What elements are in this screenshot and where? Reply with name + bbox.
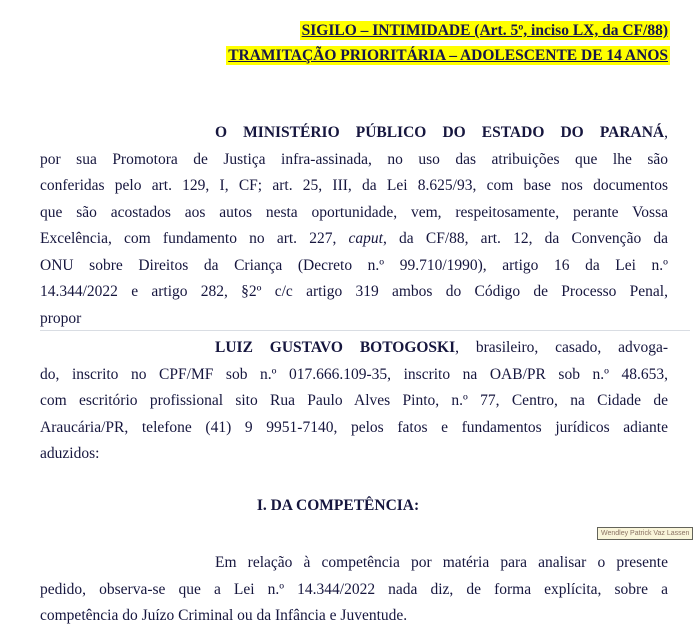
section-heading-competencia: I. DA COMPETÊNCIA:	[256, 497, 420, 514]
text-line	[40, 120, 668, 147]
text-run: por sua Promotora de Justiça infra-assinada, no uso das atribuições que lhe são	[40, 150, 668, 168]
text-line	[40, 441, 668, 468]
text-line	[40, 388, 668, 415]
text-run: com escritório profissional sito Rua Paulo Alves Pinto, n.º 77, Centro, na Cidade de	[40, 392, 668, 409]
text-run: caput	[348, 230, 383, 247]
paragraph-competencia	[40, 550, 668, 626]
text-run: aduzidos:	[40, 445, 100, 462]
text-line	[40, 550, 668, 577]
text-run: conferidas pelo art. 129, I, CF; art. 25, III, da Lei 8.625/93, com base nos documentos	[40, 177, 668, 194]
banner-row	[226, 21, 670, 40]
text-run: Excelência, com fundamento no art. 227,	[40, 230, 349, 247]
text-run: , brasileiro, casado, advoga-	[455, 339, 668, 356]
text-line	[40, 415, 668, 442]
annotation-author-tag[interactable]: Wendley Patrick Vaz Lassen	[597, 527, 693, 540]
text-run: ,	[664, 124, 668, 141]
paragraph-preamble	[40, 120, 668, 332]
text-run: ONU sobre Direitos da Criança (Decreto n.º 99.710/1990), artigo 16 da Lei n.º	[40, 256, 668, 274]
text-run: que são acostados aos autos nesta oportunidade, vem, respeitosamente, perante Vossa	[40, 203, 668, 221]
paragraph-qualification	[40, 335, 668, 468]
separator-line	[40, 330, 690, 331]
text-line	[40, 603, 668, 626]
text-line	[40, 226, 668, 253]
text-line	[40, 306, 668, 333]
text-line	[40, 362, 668, 389]
text-line	[40, 147, 668, 174]
text-line	[40, 577, 668, 604]
text-run: propor	[40, 309, 82, 327]
text-line	[40, 253, 668, 280]
text-line	[40, 279, 668, 306]
sigilo-banner: SIGILO – INTIMIDADE (Art. 5º, inciso LX, da CF/88)	[301, 22, 668, 39]
text-run: competência do Juízo Criminal ou da Infância e Juventude.	[40, 607, 408, 624]
text-run: Em relação à competência por matéria para analisar o presente	[215, 554, 668, 571]
text-line	[40, 200, 668, 227]
priority-banner: TRAMITAÇÃO PRIORITÁRIA – ADOLESCENTE DE 14 ANOS	[228, 47, 668, 64]
text-run: 14.344/2022 e artigo 282, §2º c/c artigo 319 ambos do Código de Processo Penal,	[40, 283, 668, 300]
text-run: pedido, observa-se que a Lei n.º 14.344/2022 nada diz, de forma explícita, sobre a	[40, 580, 668, 598]
text-run: O MINISTÉRIO PÚBLICO DO ESTADO DO PARANÁ	[215, 124, 665, 141]
banner-row	[226, 46, 670, 65]
text-run: Araucária/PR, telefone (41) 9 9951-7140, pelos fatos e fundamentos jurídicos adiante	[40, 418, 668, 436]
text-line	[40, 335, 668, 362]
confidentiality-banners	[226, 21, 670, 71]
text-run: LUIZ GUSTAVO BOTOGOSKI	[215, 339, 456, 356]
text-line	[40, 173, 668, 200]
text-run: do, inscrito no CPF/MF sob n.º 017.666.109-35, inscrito na OAB/PR sob n.º 48.653,	[40, 365, 668, 383]
text-run: , da CF/88, art. 12, da Convenção da	[382, 230, 669, 247]
